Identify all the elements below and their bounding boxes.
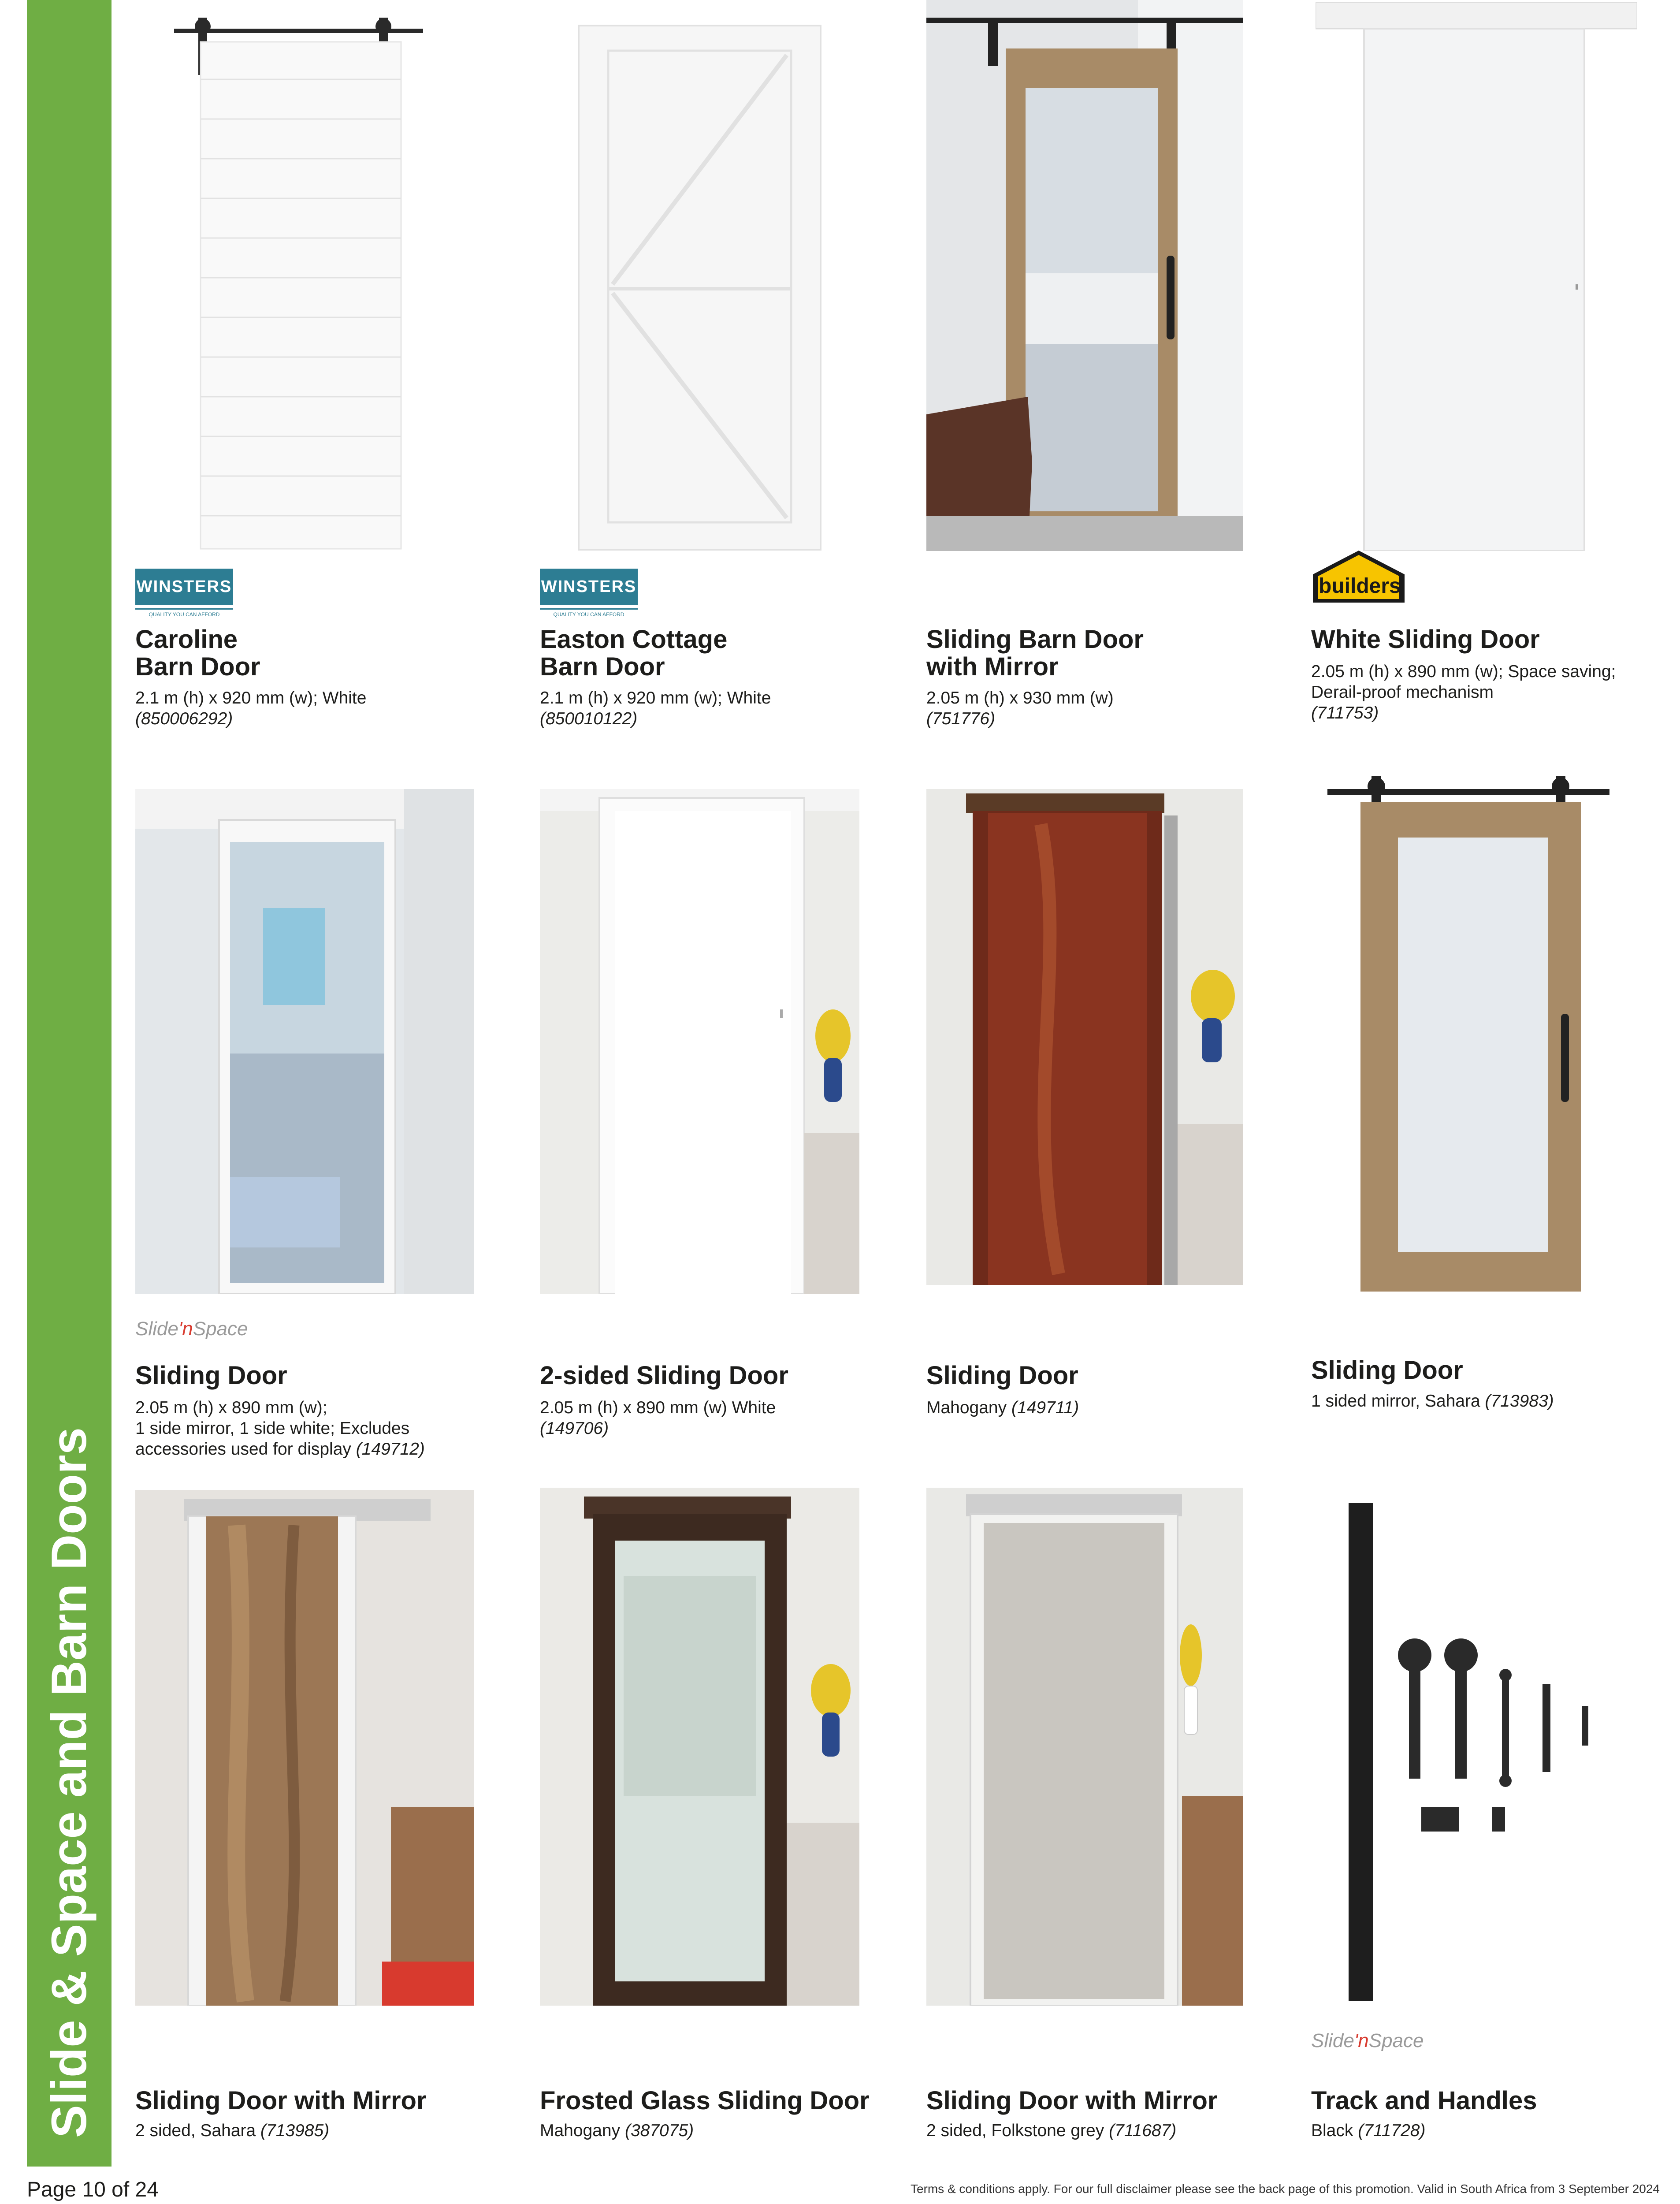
product-title: Sliding Barn Door with Mirror [926,625,1144,681]
product-desc: 1 sided mirror, Sahara (713983) [1311,1392,1554,1411]
product-title: Sliding Door with Mirror [926,2086,1218,2115]
builders-logo-text: builders [1319,574,1401,598]
product-title: Easton Cottage Barn Door [540,625,728,681]
winsters-logo: WINSTERS QUALITY YOU CAN AFFORD [135,569,233,624]
product-title: White Sliding Door [1311,625,1540,654]
winsters-logo: WINSTERS QUALITY YOU CAN AFFORD [540,569,638,624]
product-desc: 2.05 m (h) x 890 mm (w); 1 side mirror, 1 side white; Excludes accessories used for display (149712) [135,1398,425,1459]
product-image-frosted-glass-sliding-door[interactable] [540,1488,859,2006]
product-title: Sliding Door [1311,1356,1463,1385]
product-desc: Black (711728) [1311,2121,1426,2140]
product-title: Sliding Door with Mirror [135,2086,427,2115]
product-desc: 2 sided, Sahara (713985) [135,2121,330,2140]
product-title: 2-sided Sliding Door [540,1361,788,1390]
product-image-track-and-handles[interactable] [1316,1499,1602,2006]
product-image-easton-cottage-barn-door[interactable] [577,24,822,551]
product-image-sliding-door-mirror-white[interactable] [135,789,474,1294]
product-desc: 2.05 m (h) x 890 mm (w) White (149706) [540,1398,776,1438]
product-image-sliding-door-mirror-folkstone[interactable] [926,1488,1243,2006]
product-image-caroline-barn-door[interactable] [174,18,430,551]
product-desc: 2 sided, Folkstone grey (711687) [926,2121,1177,2140]
product-image-sliding-door-mirror-sahara[interactable] [135,1490,474,2006]
product-desc: 2.1 m (h) x 920 mm (w); White (850006292) [135,689,367,728]
slide-n-space-logo: Slide'nSpace [1311,2030,1424,2051]
product-image-2-sided-sliding-door[interactable] [540,789,859,1294]
product-image-sliding-barn-door-mirror[interactable] [926,0,1243,551]
slide-n-space-logo: Slide'nSpace [135,1318,248,1340]
product-image-sliding-door-mahogany[interactable] [926,789,1243,1285]
product-title: Track and Handles [1311,2086,1537,2115]
product-title: Sliding Door [135,1361,287,1390]
product-desc: Mahogany (387075) [540,2121,694,2140]
product-title: Caroline Barn Door [135,625,260,681]
product-title: Frosted Glass Sliding Door [540,2086,870,2115]
section-title: Slide & Space and Barn Doors [41,1427,97,2138]
product-desc: 2.1 m (h) x 920 mm (w); White (850010122) [540,689,771,728]
product-desc: 2.05 m (h) x 890 mm (w); Space saving; Derail-proof mechanism (711753) [1311,662,1616,722]
product-image-white-sliding-door[interactable] [1316,2,1637,551]
product-desc: 2.05 m (h) x 930 mm (w) (751776) [926,689,1114,728]
terms-disclaimer: Terms & conditions apply. For our full disclaimer please see the back page of this promotion. Valid in South Africa from 3 September 2024 [910,2182,1660,2196]
page-number: Page 10 of 24 [27,2178,159,2201]
product-title: Sliding Door [926,1361,1078,1390]
product-desc: Mahogany (149711) [926,1398,1079,1417]
product-image-sliding-door-1-sided-mirror[interactable] [1327,776,1609,1292]
